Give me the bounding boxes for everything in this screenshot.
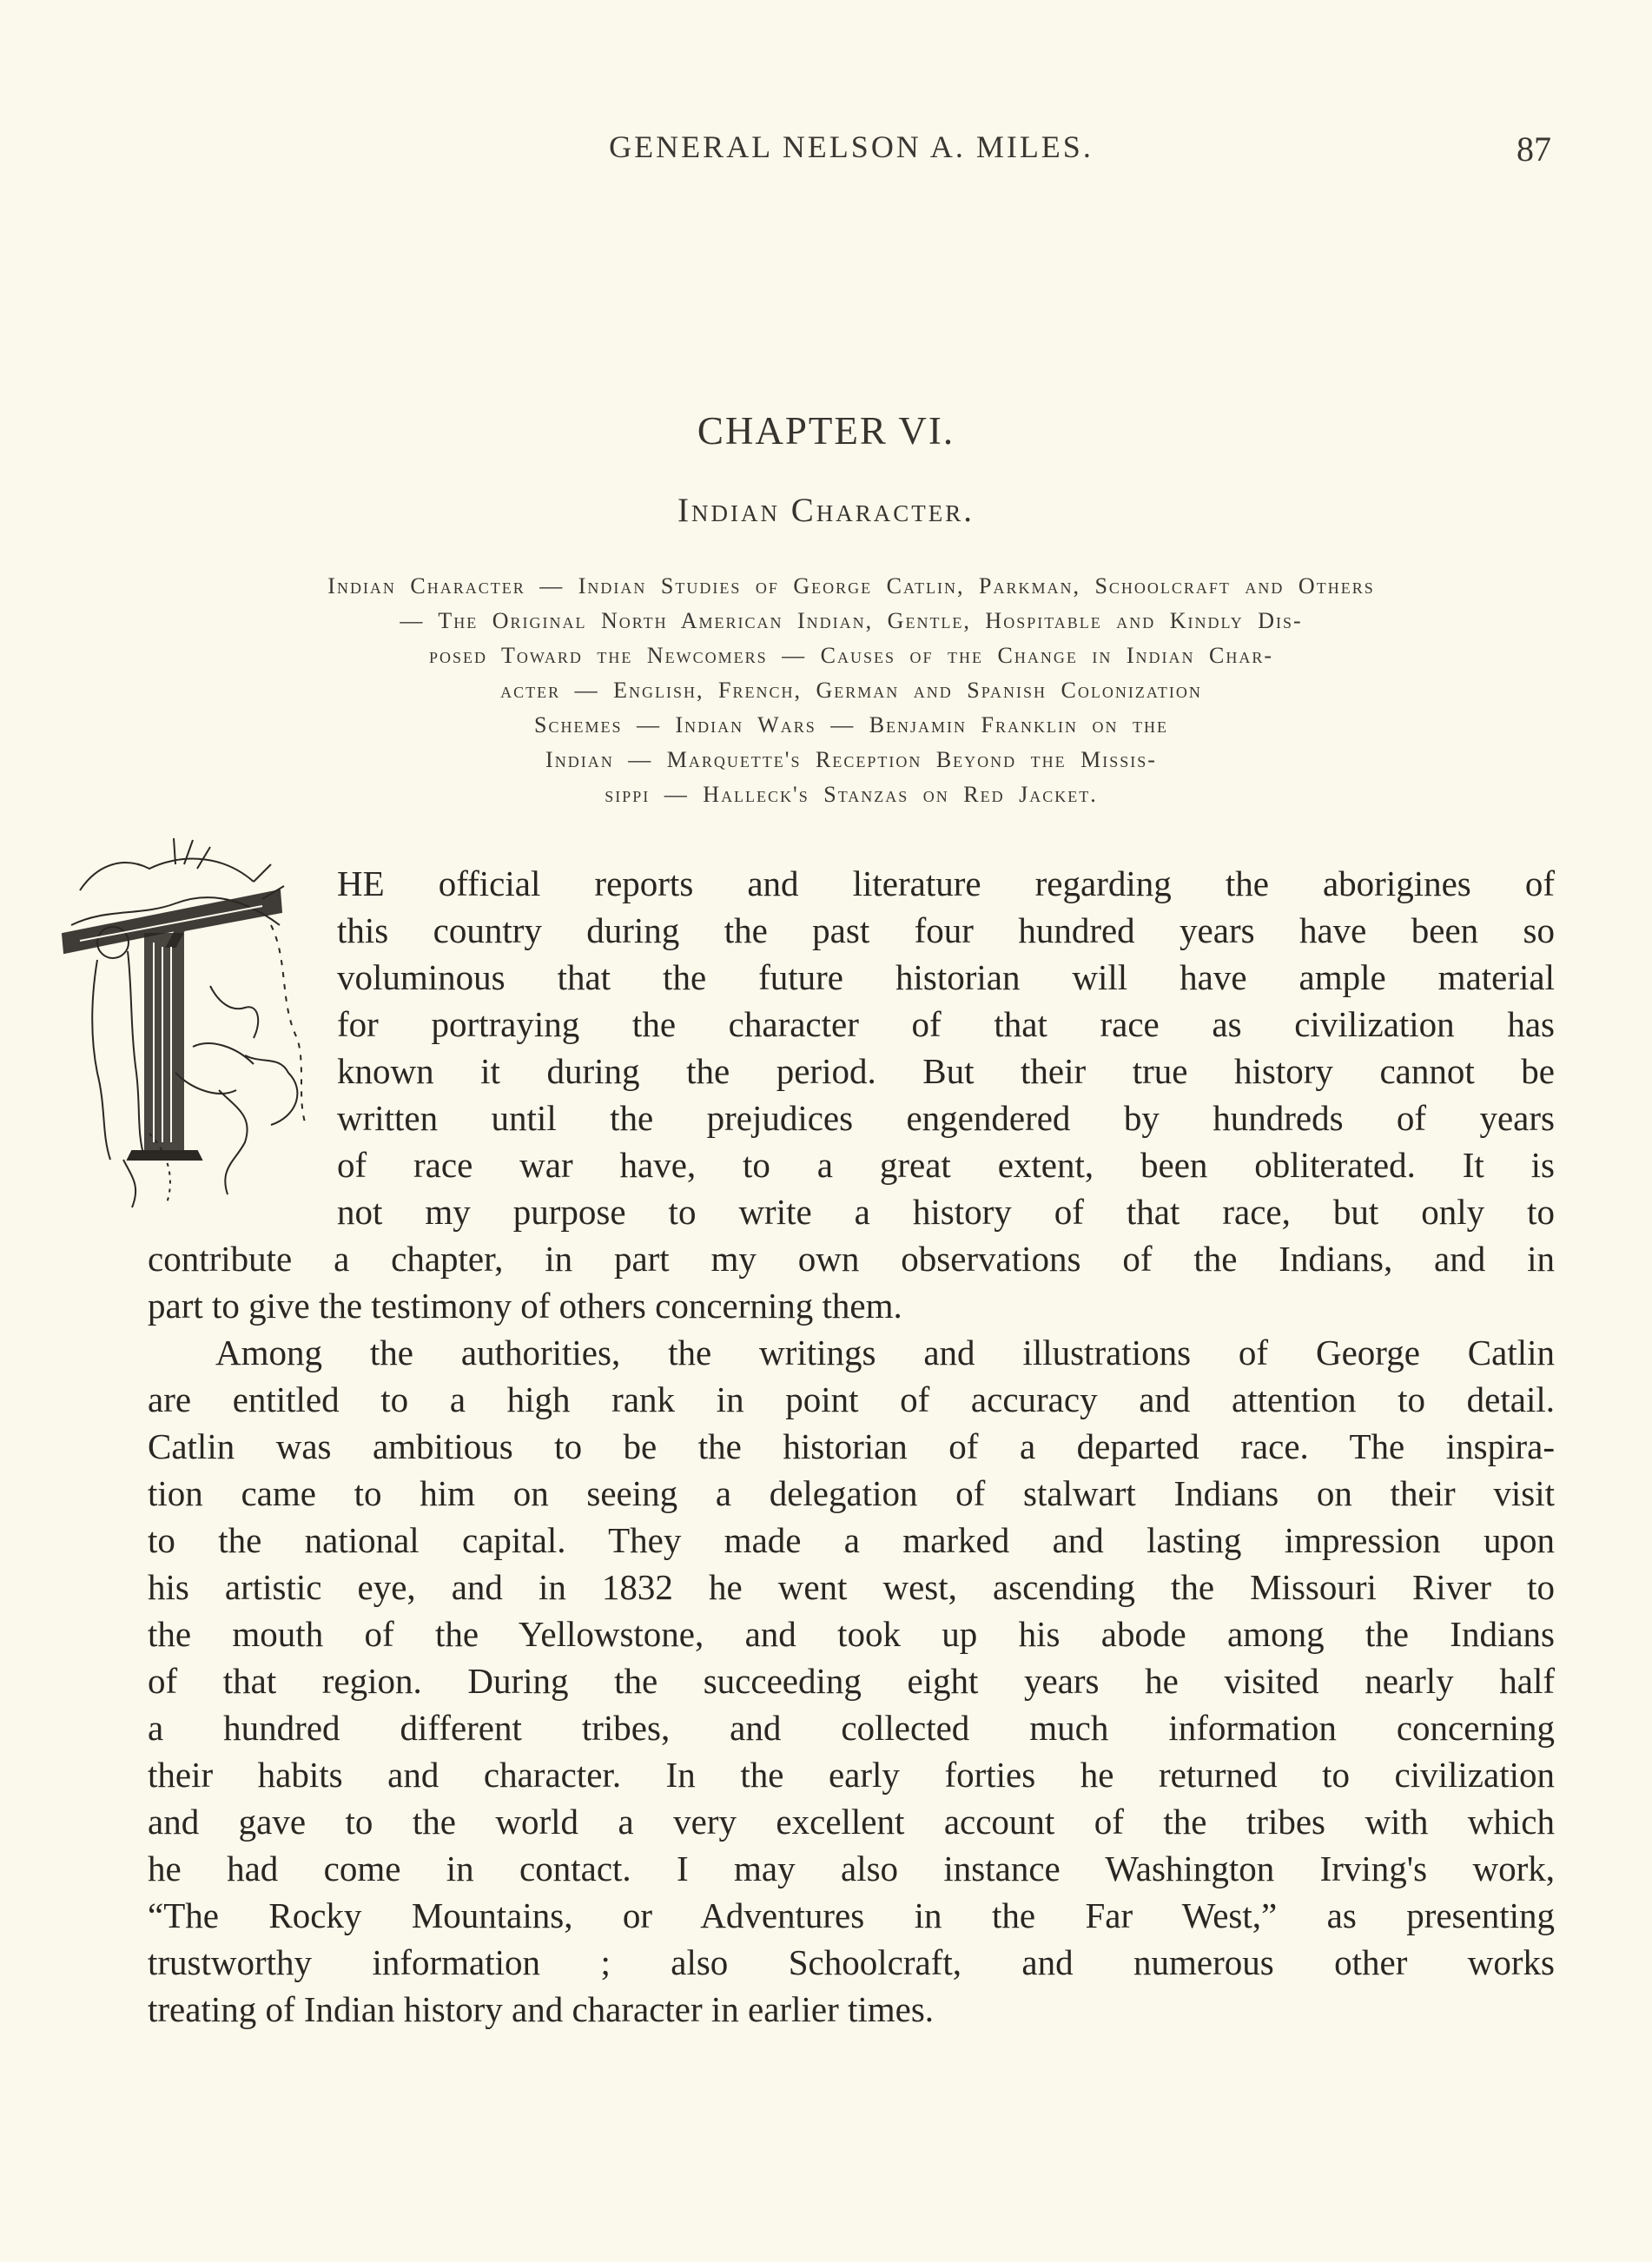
chapter-subtitle: Indian Character. — [677, 492, 975, 529]
body-line: HE official reports and literature regarding the aborigines of — [337, 863, 1555, 903]
body-line: part to give the testimony of others concerning them. — [148, 1286, 902, 1326]
synopsis-line: Indian — Marquette's Reception Beyond the Missis- — [545, 747, 1157, 772]
running-header — [148, 129, 1555, 181]
chapter-heading: CHAPTER VI. — [697, 409, 955, 453]
synopsis-line: posed Toward the Newcomers — Causes of the Change in Indian Char- — [428, 643, 1274, 668]
running-title: GENERAL NELSON A. MILES. — [609, 129, 1094, 164]
body-line: the mouth of the Yellowstone, and took up his abode among the Indians — [148, 1614, 1555, 1654]
body-line: of that region. During the succeeding eight years he visited nearly half — [148, 1661, 1555, 1701]
synopsis-line: — The Original North American Indian, Gentle, Hospitable and Kindly Dis- — [400, 608, 1303, 633]
body-line: written until the prejudices engendered by hundreds of years — [337, 1098, 1555, 1138]
synopsis-line: Indian Character — Indian Studies of George Catlin, Parkman, Schoolcraft and Others — [327, 573, 1375, 599]
body-line: and gave to the world a very excellent account of the tribes with which — [148, 1802, 1555, 1842]
body-line: of race war have, to a great extent, been obliterated. It is — [337, 1145, 1555, 1185]
body-text — [148, 860, 1555, 2033]
synopsis-line: acter — English, French, German and Spanish Colonization — [500, 678, 1202, 703]
body-line: trustworthy information ; also Schoolcraft, and numerous other works — [148, 1942, 1555, 1982]
body-line: tion came to him on seeing a delegation of stalwart Indians on their visit — [148, 1473, 1555, 1513]
body-line: for portraying the character of that race as civilization has — [337, 1004, 1555, 1044]
body-line: Catlin was ambitious to be the historian of a departed race. The inspira- — [148, 1426, 1555, 1466]
synopsis-line: sippi — Halleck's Stanzas on Red Jacket. — [605, 782, 1098, 807]
body-line: known it during the period. But their true history cannot be — [337, 1051, 1555, 1091]
body-line: are entitled to a high rank in point of accuracy and attention to detail. — [148, 1379, 1555, 1419]
body-line: their habits and character. In the early forties he returned to civilization — [148, 1755, 1555, 1795]
synopsis-line: Schemes — Indian Wars — Benjamin Franklin on the — [534, 712, 1168, 737]
body-line: treating of Indian history and character in earlier times. — [148, 1989, 935, 2029]
body-line: his artistic eye, and in 1832 he went west, ascending the Missouri River to — [148, 1567, 1555, 1607]
body-line: voluminous that the future historian will have ample material — [337, 957, 1555, 997]
body-line: this country during the past four hundred years have been so — [337, 910, 1555, 950]
body-line: Among the authorities, the writings and illustrations of George Catlin — [215, 1333, 1555, 1372]
body-line: contribute a chapter, in part my own observations of the Indians, and in — [148, 1239, 1555, 1279]
body-line: not my purpose to write a history of that race, but only to — [337, 1192, 1555, 1232]
body-line: he had come in contact. I may also instance Washington Irving's work, — [148, 1849, 1555, 1888]
page-number: 87 — [1517, 129, 1551, 169]
body-line: “The Rocky Mountains, or Adventures in the Far West,” as presenting — [148, 1895, 1555, 1935]
body-line: a hundred different tribes, and collected much information concerning — [148, 1708, 1555, 1748]
chapter-synopsis — [139, 569, 1563, 812]
body-line: to the national capital. They made a marked and lasting impression upon — [148, 1520, 1555, 1560]
